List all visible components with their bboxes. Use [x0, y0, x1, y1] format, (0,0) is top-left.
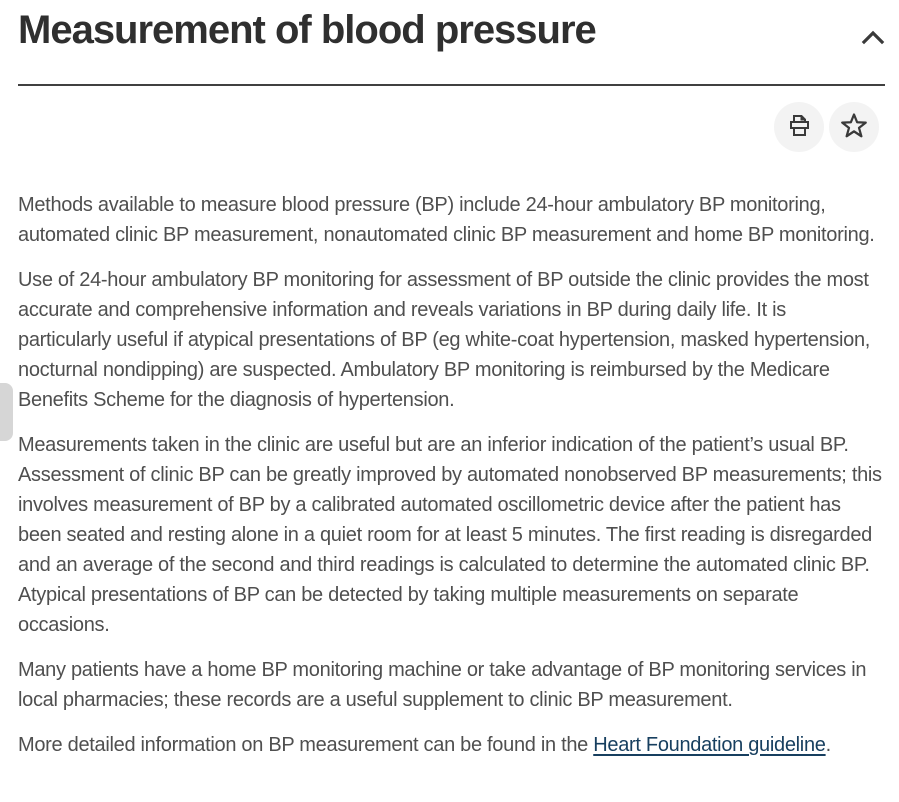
paragraph-text: More detailed information on BP measurement can be found in the	[18, 734, 594, 756]
paragraph-more-info	[18, 730, 883, 760]
chevron-up-icon	[861, 29, 885, 48]
paragraph-home-monitoring: Many patients have a home BP monitoring machine or take advantage of BP monitoring services in local pharmacies; these records are a useful supplement to clinic BP measurement.	[18, 659, 867, 711]
print-button[interactable]	[774, 102, 824, 152]
side-drawer-handle[interactable]	[0, 383, 13, 441]
header-divider	[18, 84, 885, 86]
paragraph-methods: Methods available to measure blood pressure (BP) include 24-hour ambulatory BP monitoring, automated clinic BP measurement, nonautomated clinic BP measurement and home BP monitoring.	[18, 194, 875, 246]
paragraph-clinic: Measurements taken in the clinic are useful but are an inferior indication of the patient’s usual BP. Assessment of clinic BP can be greatly improved by automated nonobserved BP measurements; this involves measurement of BP by a calibrated automated oscillometric device after the patient has been seated and resting alone in a quiet room for at least 5 minutes. The first reading is disregarded and an average of the second and third readings is calculated to determine the automated clinic BP. Atypical presentations of BP can be detected by taking multiple measurements on separate occasions.	[18, 434, 882, 636]
print-icon	[785, 112, 813, 143]
favorite-button[interactable]	[829, 102, 879, 152]
collapse-section-button[interactable]	[855, 22, 891, 54]
article-actions	[774, 102, 879, 152]
paragraph-text: .	[825, 734, 831, 756]
heart-foundation-guideline-link[interactable]: Heart Foundation guideline	[593, 734, 826, 756]
star-icon	[839, 111, 869, 144]
article-body	[18, 190, 883, 775]
paragraph-ambulatory: Use of 24-hour ambulatory BP monitoring for assessment of BP outside the clinic provides the most accurate and comprehensive information and reveals variations in BP during daily life. It is particularly useful if atypical presentations of BP (eg white-coat hypertension, masked hypertension, nocturnal nondipping) are suspected. Ambulatory BP monitoring is reimbursed by the Medicare Benefits Scheme for the diagnosis of hypertension.	[18, 269, 871, 411]
page-title: Measurement of blood pressure	[18, 8, 596, 52]
